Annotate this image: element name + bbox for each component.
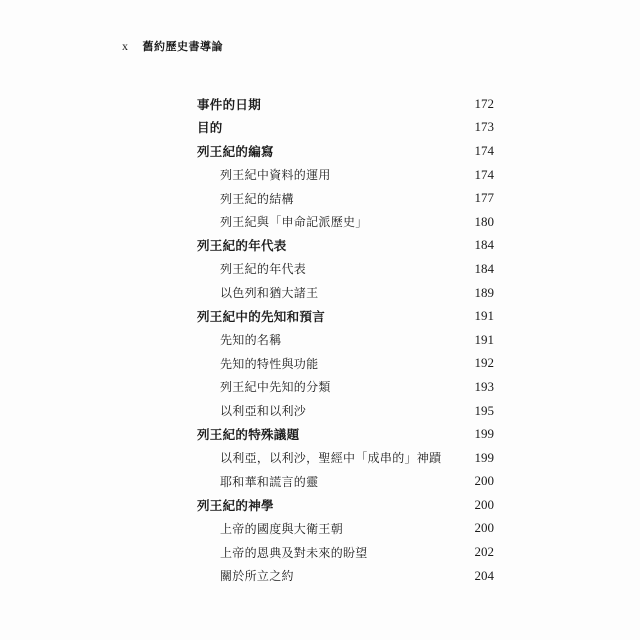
toc-entry-label: 列王紀的編寫	[197, 143, 274, 159]
toc-entry-page-number: 184	[474, 237, 494, 253]
toc-entry-label: 以利亞和以利沙	[220, 404, 307, 419]
toc-entry-page-number: 191	[474, 331, 494, 347]
toc-chapter-entry	[197, 234, 494, 258]
toc-entry-label: 耶和華和謊言的靈	[220, 474, 319, 489]
table-of-contents	[197, 92, 494, 587]
toc-entry-label: 上帝的恩典及對未來的盼望	[220, 545, 368, 560]
toc-entry-label: 列王紀的年代表	[220, 262, 307, 277]
toc-section-entry	[197, 210, 494, 234]
toc-section-entry	[197, 564, 494, 588]
toc-entry-page-number: 189	[474, 284, 494, 300]
toc-entry-label: 以利亞，以利沙，聖經中「成串的」神蹟	[220, 451, 442, 466]
toc-entry-label: 列王紀與「申命記派歷史」	[220, 215, 368, 230]
toc-entry-page-number: 193	[474, 378, 494, 394]
toc-chapter-entry	[197, 493, 494, 517]
toc-entry-page-number: 192	[474, 355, 494, 371]
toc-entry-page-number: 177	[474, 190, 494, 206]
toc-entry-label: 上帝的國度與大衛王朝	[220, 521, 344, 536]
page-number: x	[122, 38, 129, 53]
toc-chapter-entry	[197, 304, 494, 328]
toc-chapter-entry	[197, 116, 494, 140]
toc-entry-label: 列王紀中先知的分類	[220, 380, 331, 395]
toc-entry-page-number: 199	[474, 426, 494, 442]
toc-entry-page-number: 200	[474, 520, 494, 536]
toc-entry-label: 先知的名稱	[220, 333, 282, 348]
toc-entry-label: 以色列和猶大諸王	[220, 286, 319, 301]
toc-section-entry	[197, 328, 494, 352]
toc-entry-label: 關於所立之約	[220, 569, 294, 584]
toc-entry-page-number: 202	[474, 544, 494, 560]
toc-entry-label: 列王紀的結構	[220, 191, 294, 206]
toc-entry-page-number: 174	[474, 142, 494, 158]
toc-entry-page-number: 184	[474, 260, 494, 276]
toc-entry-page-number: 172	[474, 95, 494, 111]
toc-chapter-entry	[197, 422, 494, 446]
running-head	[122, 36, 223, 56]
toc-section-entry	[197, 540, 494, 564]
toc-entry-label: 列王紀的特殊議題	[197, 427, 300, 443]
toc-entry-label: 列王紀的神學	[197, 497, 274, 513]
toc-entry-label: 列王紀的年代表	[197, 238, 287, 254]
toc-entry-page-number: 180	[474, 213, 494, 229]
toc-entry-page-number: 199	[474, 449, 494, 465]
toc-entry-label: 列王紀中的先知和預言	[197, 309, 326, 325]
toc-section-entry	[197, 186, 494, 210]
toc-entry-page-number: 200	[474, 496, 494, 512]
toc-section-entry	[197, 163, 494, 187]
toc-section-entry	[197, 281, 494, 305]
toc-section-entry	[197, 352, 494, 376]
toc-section-entry	[197, 399, 494, 423]
book-title: 舊約歷史書導論	[142, 40, 223, 53]
toc-section-entry	[197, 470, 494, 494]
toc-entry-label: 先知的特性與功能	[220, 356, 319, 371]
toc-entry-page-number: 174	[474, 166, 494, 182]
toc-section-entry	[197, 375, 494, 399]
toc-entry-page-number: 173	[474, 119, 494, 135]
toc-entry-page-number: 204	[474, 567, 494, 583]
toc-entry-label: 事件的日期	[197, 96, 262, 112]
toc-chapter-entry	[197, 139, 494, 163]
toc-entry-page-number: 191	[474, 308, 494, 324]
toc-section-entry	[197, 257, 494, 281]
toc-chapter-entry	[197, 92, 494, 116]
toc-entry-page-number: 195	[474, 402, 494, 418]
toc-entry-page-number: 200	[474, 473, 494, 489]
toc-section-entry	[197, 446, 494, 470]
toc-entry-label: 列王紀中資料的運用	[220, 168, 331, 183]
toc-entry-label: 目的	[197, 120, 223, 136]
toc-section-entry	[197, 517, 494, 541]
